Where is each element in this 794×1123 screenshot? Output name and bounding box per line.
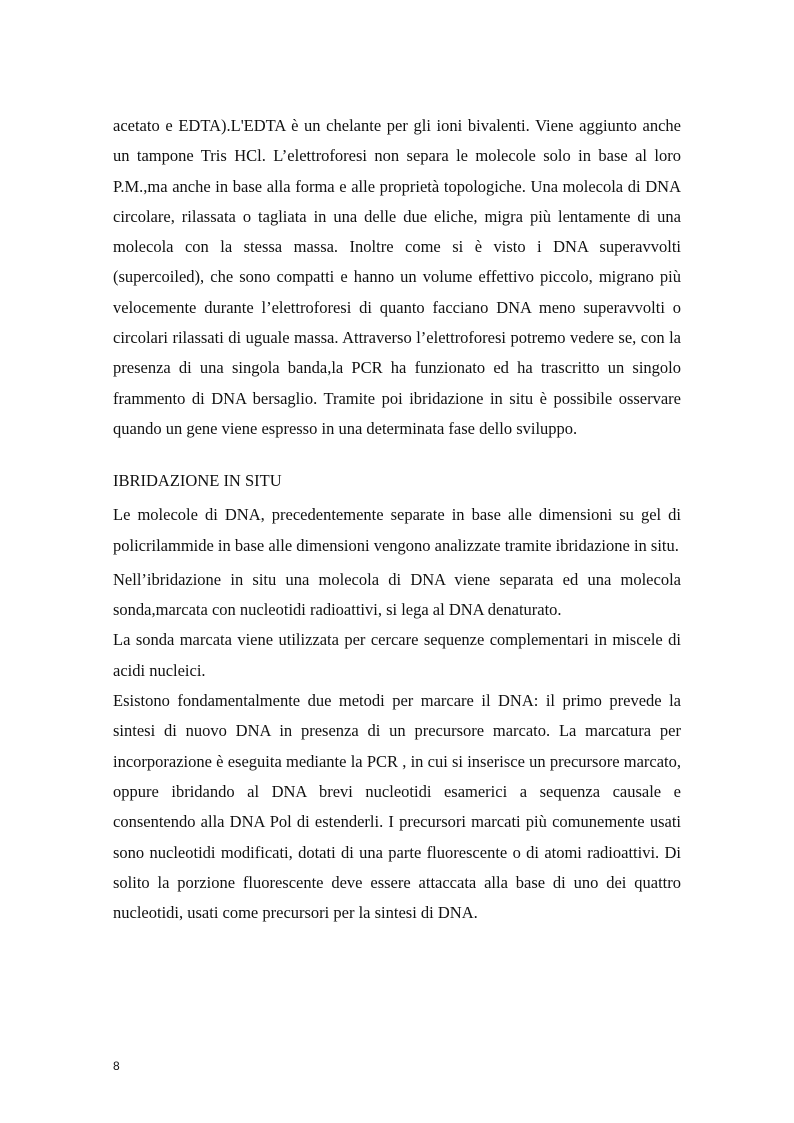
page-body [113,111,681,928]
paragraph-labeling-methods: Esistono fondamentalmente due metodi per marcare il DNA: il primo prevede la sintesi di nuovo DNA in presenza di un precursore marcato. La marcatura per incorporazione è eseguita mediante la PCR , in cui si inserisce un precursore marcato, oppure ibridando al DNA brevi nucleotidi esamerici a sequenza causale e consentendo alla DNA Pol di estenderli. I precursori marcati più comunemente usati sono nucleotidi modificati, dotati di una parte fluorescente o di atomi radioattivi. Di solito la porzione fluorescente deve essere attaccata alla base di uno dei quattro nucleotidi, usati come precursori per la sintesi di DNA. [113,691,681,923]
paragraph-electrophoresis: acetato e EDTA).L'EDTA è un chelante per gli ioni bivalenti. Viene aggiunto anche un tampone Tris HCl. L’elettroforesi non separa le molecole solo in base al loro P.M.,ma anche in base alla forma e alle proprietà topologiche. Una molecola di DNA circolare, rilassata o tagliata in una delle due eliche, migra più lentamente di una molecola con la stessa massa. Inoltre come si è visto i DNA superavvolti (supercoiled), che sono compatti e hanno un volume effettivo piccolo, migrano più velocemente durante l’elettroforesi di quanto facciano DNA meno superavvolti o circolari rilassati di uguale massa. Attraverso l’elettroforesi potremo vedere se, con la presenza di una singola banda,la PCR ha funzionato ed ha trascritto un singolo frammento di DNA bersaglio. Tramite poi ibridazione in situ è possibile osservare quando un gene viene espresso in una determinata fase dello sviluppo. [113,116,681,438]
paragraph-probe-usage: La sonda marcata viene utilizzata per cercare sequenze complementari in miscele di acidi nucleici. [113,630,681,680]
page-number: 8 [113,1059,120,1073]
paragraph-hybridization-definition: Nell’ibridazione in situ una molecola di DNA viene separata ed una molecola sonda,marcata con nucleotidi radioattivi, si lega al DNA denaturato. [113,569,681,620]
section-heading: IBRIDAZIONE IN SITU [113,471,282,491]
paragraph-molecules-separated: Le molecole di DNA, precedentemente separate in base alle dimensioni su gel di policrilammide in base alle dimensioni vengono analizzate tramite ibridazione in situ. [113,505,681,555]
